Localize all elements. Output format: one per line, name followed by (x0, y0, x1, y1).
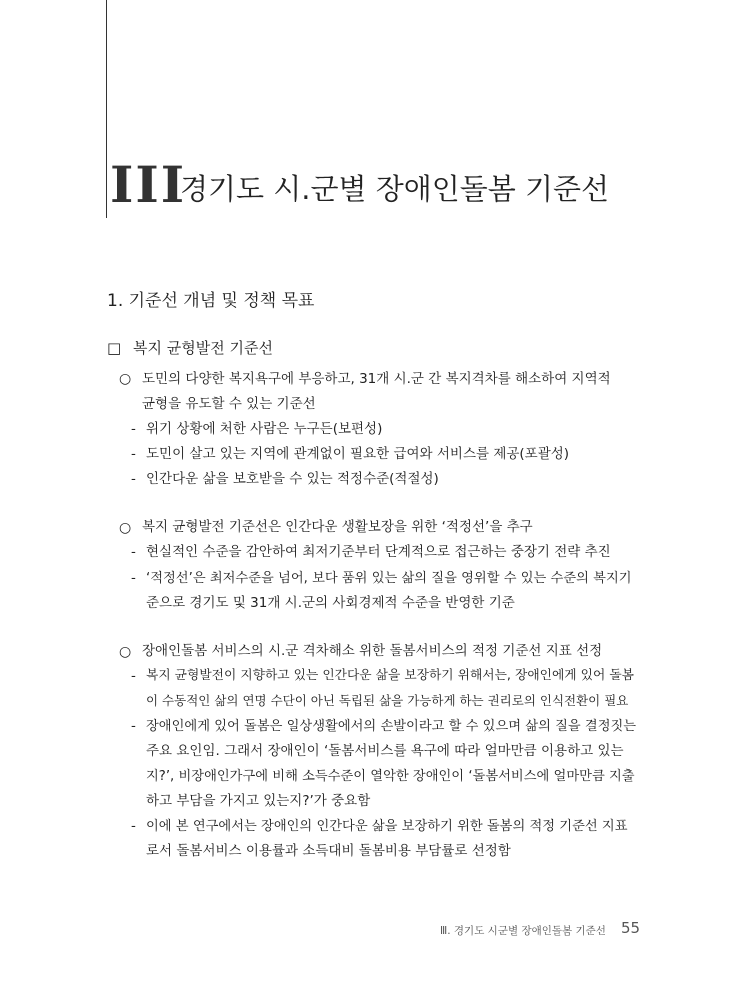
list-item: 이에 본 연구에서는 장애인의 인간다운 삶을 보장하기 위한 돌봄의 적정 기준선 지표 (146, 819, 628, 834)
list-dash: - (131, 421, 136, 437)
subsection-marker: □ (107, 339, 122, 357)
list-item: 장애인에게 있어 돌봄은 일상생활에서의 손발이라고 할 수 있으며 삶의 질을 결정짓는 (146, 719, 637, 734)
list-item-continuation: 로서 돌봄서비스 이용률과 소득대비 돌봄비용 부담률로 선정함 (146, 843, 511, 859)
list-dash: - (131, 570, 136, 586)
list-dash: - (131, 446, 136, 462)
list-item: 도민이 살고 있는 지역에 관계없이 필요한 급여와 서비스를 제공(포괄성) (146, 446, 570, 462)
page-number: 55 (621, 919, 641, 937)
list-item-continuation: 지?’, 비장애인가구에 비해 소득수준이 열악한 장애인이 ‘돌봄서비스에 얼마만큼 지출 (146, 769, 635, 784)
list-item-continuation: 주요 요인임. 그래서 장애인이 ‘돌봄서비스를 욕구에 따라 얼마만큼 이용하고 있는 (146, 743, 624, 759)
paragraph-line: 장애인돌봄 서비스의 시.군 격차해소 위한 돌봄서비스의 적정 기준선 지표 선정 (142, 643, 603, 659)
chapter-divider-line (106, 0, 107, 218)
list-dash: - (131, 471, 136, 487)
bullet-circle: ○ (119, 644, 132, 660)
list-item-continuation: 하고 부담을 가지고 있는지?’가 중요함 (146, 793, 371, 809)
list-dash: - (131, 668, 136, 684)
running-footer: Ⅲ. 경기도 시군별 장애인돌봄 기준선 (440, 925, 606, 937)
bullet-circle: ○ (119, 520, 132, 536)
list-item: 위기 상황에 처한 사람은 누구든(보편성) (146, 421, 383, 437)
bullet-circle: ○ (119, 371, 132, 387)
list-item-continuation: 이 수동적인 삶의 연명 수단이 아닌 독립된 삶을 가능하게 하는 권리로의 인식전환이 필요 (146, 693, 629, 708)
chapter-title: 경기도 시.군별 장애인돌봄 기준선 (180, 172, 610, 206)
paragraph-line: 복지 균형발전 기준선은 인간다운 생활보장을 위한 ‘적정선’을 추구 (142, 519, 533, 535)
list-dash: - (131, 718, 136, 734)
list-item: 복지 균형발전이 지향하고 있는 인간다운 삶을 보장하기 위해서는, 장애인에게 있어 돌봄 (146, 668, 634, 683)
list-dash: - (131, 544, 136, 560)
list-item: ‘적정선’은 최저수준을 넘어, 보다 품위 있는 삶의 질을 영위할 수 있는 수준의 복지기 (146, 571, 632, 586)
paragraph-line: 균형을 유도할 수 있는 기준선 (142, 396, 316, 412)
list-item: 인간다운 삶을 보호받을 수 있는 적정수준(적절성) (146, 471, 439, 487)
chapter-number: III (110, 155, 187, 214)
section-title: 1. 기준선 개념 및 정책 목표 (107, 291, 315, 311)
paragraph-line: 도민의 다양한 복지욕구에 부응하고, 31개 시.군 간 복지격차를 해소하여 지역적 (142, 371, 611, 387)
subsection-title: 복지 균형발전 기준선 (133, 339, 273, 357)
list-item: 현실적인 수준을 감안하여 최저기준부터 단계적으로 접근하는 중장기 전략 추진 (146, 544, 611, 560)
list-item-continuation: 준으로 경기도 및 31개 시.군의 사회경제적 수준을 반영한 기준 (146, 595, 515, 611)
list-dash: - (131, 818, 136, 834)
